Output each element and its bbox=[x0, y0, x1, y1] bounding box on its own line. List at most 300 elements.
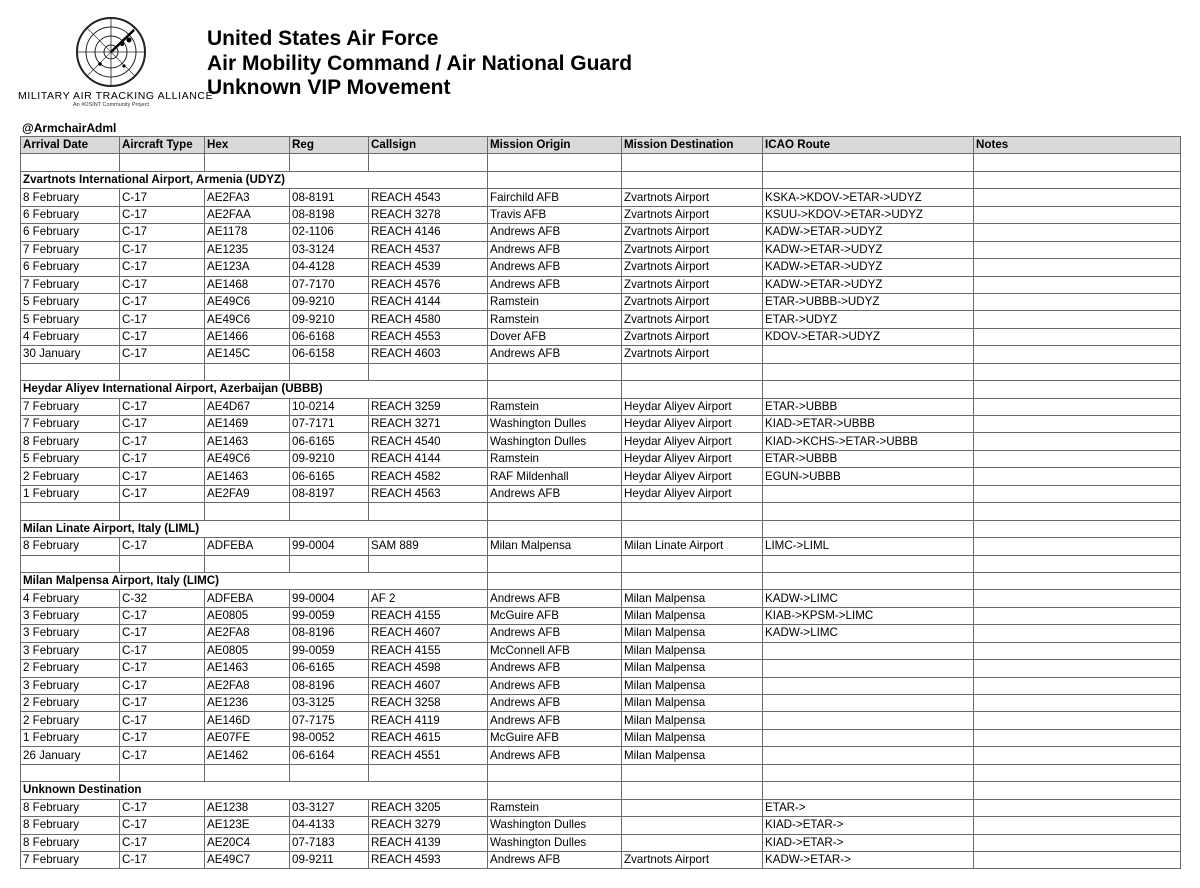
col-header: Callsign bbox=[369, 137, 488, 154]
table-cell: 8 February bbox=[21, 433, 120, 450]
section-label: Unknown Destination bbox=[21, 782, 369, 799]
table-cell: KIAD->KCHS->ETAR->UBBB bbox=[763, 433, 974, 450]
table-cell: REACH 4593 bbox=[369, 851, 488, 868]
table-cell: 06-6165 bbox=[290, 433, 369, 450]
table-cell bbox=[974, 642, 1181, 659]
empty-cell bbox=[488, 572, 622, 589]
table-row bbox=[21, 206, 1181, 223]
table-cell bbox=[974, 695, 1181, 712]
table-cell: 04-4128 bbox=[290, 259, 369, 276]
table-cell: REACH 4576 bbox=[369, 276, 488, 293]
table-cell: Zvartnots Airport bbox=[622, 224, 763, 241]
table-cell: AE2FA3 bbox=[205, 189, 290, 206]
empty-cell bbox=[763, 171, 974, 188]
table-cell: Heydar Aliyev Airport bbox=[622, 485, 763, 502]
empty-cell bbox=[369, 171, 488, 188]
table-row bbox=[21, 712, 1181, 729]
table-cell: KADW->LIMC bbox=[763, 625, 974, 642]
empty-cell bbox=[622, 520, 763, 537]
table-cell: AE49C6 bbox=[205, 293, 290, 310]
table-row bbox=[21, 398, 1181, 415]
table-cell bbox=[974, 276, 1181, 293]
table-cell: AE1238 bbox=[205, 799, 290, 816]
table-cell bbox=[974, 590, 1181, 607]
table-cell: Zvartnots Airport bbox=[622, 276, 763, 293]
table-cell: 09-9210 bbox=[290, 311, 369, 328]
empty-cell bbox=[763, 782, 974, 799]
table-cell: 03-3125 bbox=[290, 695, 369, 712]
table-cell bbox=[974, 328, 1181, 345]
table-cell: REACH 4598 bbox=[369, 660, 488, 677]
table-cell: Fairchild AFB bbox=[488, 189, 622, 206]
logo-subtitle: An #OSINT Community Project bbox=[72, 102, 149, 108]
table-cell: AE20C4 bbox=[205, 834, 290, 851]
empty-cell bbox=[120, 555, 205, 572]
table-cell: KADW->ETAR-> bbox=[763, 851, 974, 868]
table-cell bbox=[974, 346, 1181, 363]
table-cell: Zvartnots Airport bbox=[622, 259, 763, 276]
empty-cell bbox=[974, 572, 1181, 589]
empty-cell bbox=[488, 520, 622, 537]
table-cell: REACH 4543 bbox=[369, 189, 488, 206]
table-cell: 03-3124 bbox=[290, 241, 369, 258]
table-cell: C-17 bbox=[120, 276, 205, 293]
table-cell: AF 2 bbox=[369, 590, 488, 607]
table-cell: Milan Malpensa bbox=[488, 538, 622, 555]
empty-cell bbox=[205, 555, 290, 572]
section-header-row bbox=[21, 572, 1181, 589]
table-cell: Heydar Aliyev Airport bbox=[622, 433, 763, 450]
table-row bbox=[21, 450, 1181, 467]
logo-title: MILITARY AIR TRACKING ALLIANCE bbox=[18, 90, 214, 102]
table-cell: C-17 bbox=[120, 346, 205, 363]
table-cell: Andrews AFB bbox=[488, 346, 622, 363]
table-cell: Andrews AFB bbox=[488, 677, 622, 694]
table-row bbox=[21, 328, 1181, 345]
table-cell: Ramstein bbox=[488, 311, 622, 328]
table-cell: C-17 bbox=[120, 642, 205, 659]
table-cell: RAF Mildenhall bbox=[488, 468, 622, 485]
empty-cell bbox=[763, 503, 974, 520]
table-cell: 2 February bbox=[21, 712, 120, 729]
empty-cell bbox=[974, 171, 1181, 188]
table-cell: C-17 bbox=[120, 538, 205, 555]
table-cell: Milan Malpensa bbox=[622, 607, 763, 624]
col-header: Mission Origin bbox=[488, 137, 622, 154]
empty-cell bbox=[974, 782, 1181, 799]
table-cell: C-17 bbox=[120, 398, 205, 415]
empty-cell bbox=[21, 764, 120, 781]
table-cell: C-17 bbox=[120, 851, 205, 868]
table-cell: REACH 4539 bbox=[369, 259, 488, 276]
empty-cell bbox=[763, 572, 974, 589]
movement-table bbox=[20, 136, 1181, 869]
table-cell: Milan Linate Airport bbox=[622, 538, 763, 555]
table-cell: AE1468 bbox=[205, 276, 290, 293]
table-cell: Andrews AFB bbox=[488, 851, 622, 868]
table-cell: REACH 4155 bbox=[369, 607, 488, 624]
empty-cell bbox=[974, 520, 1181, 537]
table-cell: 4 February bbox=[21, 328, 120, 345]
table-cell: AE49C7 bbox=[205, 851, 290, 868]
empty-cell bbox=[488, 503, 622, 520]
table-cell bbox=[974, 625, 1181, 642]
table-cell: AE49C6 bbox=[205, 311, 290, 328]
table-cell: Ramstein bbox=[488, 799, 622, 816]
table-row bbox=[21, 817, 1181, 834]
section-header-row bbox=[21, 782, 1181, 799]
table-cell: 8 February bbox=[21, 189, 120, 206]
table-cell: 8 February bbox=[21, 538, 120, 555]
table-cell bbox=[974, 747, 1181, 764]
table-cell: REACH 4582 bbox=[369, 468, 488, 485]
empty-cell bbox=[488, 764, 622, 781]
table-cell: Zvartnots Airport bbox=[622, 293, 763, 310]
document-header bbox=[0, 0, 1200, 120]
table-cell: 6 February bbox=[21, 224, 120, 241]
table-cell: Milan Malpensa bbox=[622, 729, 763, 746]
table-cell: Andrews AFB bbox=[488, 259, 622, 276]
empty-cell bbox=[21, 555, 120, 572]
table-cell: C-17 bbox=[120, 677, 205, 694]
table-cell: ADFEBA bbox=[205, 590, 290, 607]
table-cell: 06-6165 bbox=[290, 468, 369, 485]
col-header: Notes bbox=[974, 137, 1181, 154]
table-cell: AE1463 bbox=[205, 468, 290, 485]
table-cell: 08-8197 bbox=[290, 485, 369, 502]
section-label: Milan Malpensa Airport, Italy (LIMC) bbox=[21, 572, 369, 589]
table-cell: 7 February bbox=[21, 398, 120, 415]
empty-cell bbox=[622, 764, 763, 781]
table-cell: C-17 bbox=[120, 224, 205, 241]
empty-cell bbox=[290, 154, 369, 171]
table-row bbox=[21, 485, 1181, 502]
table-cell: Milan Malpensa bbox=[622, 590, 763, 607]
table-cell: KSUU->KDOV->ETAR->UDYZ bbox=[763, 206, 974, 223]
empty-cell bbox=[369, 520, 488, 537]
table-cell bbox=[974, 433, 1181, 450]
table-cell: C-17 bbox=[120, 206, 205, 223]
table-cell: AE0805 bbox=[205, 607, 290, 624]
table-cell: 2 February bbox=[21, 660, 120, 677]
table-cell bbox=[974, 660, 1181, 677]
table-cell: REACH 4144 bbox=[369, 293, 488, 310]
table-cell: AE123A bbox=[205, 259, 290, 276]
table-cell: 04-4133 bbox=[290, 817, 369, 834]
table-cell: 5 February bbox=[21, 293, 120, 310]
table-cell: AE145C bbox=[205, 346, 290, 363]
empty-cell bbox=[974, 363, 1181, 380]
table-row bbox=[21, 695, 1181, 712]
table-cell: SAM 889 bbox=[369, 538, 488, 555]
table-cell bbox=[974, 293, 1181, 310]
empty-cell bbox=[369, 782, 488, 799]
table-cell: Heydar Aliyev Airport bbox=[622, 468, 763, 485]
table-cell bbox=[974, 206, 1181, 223]
table-cell: C-17 bbox=[120, 607, 205, 624]
table-row bbox=[21, 224, 1181, 241]
table-cell: 5 February bbox=[21, 450, 120, 467]
table-cell: Zvartnots Airport bbox=[622, 328, 763, 345]
table-cell bbox=[974, 799, 1181, 816]
table-cell: C-17 bbox=[120, 468, 205, 485]
empty-cell bbox=[974, 381, 1181, 398]
table-cell bbox=[763, 642, 974, 659]
table-row bbox=[21, 538, 1181, 555]
table-cell: Zvartnots Airport bbox=[622, 241, 763, 258]
table-cell: C-17 bbox=[120, 450, 205, 467]
table-cell: Andrews AFB bbox=[488, 241, 622, 258]
header-row bbox=[21, 137, 1181, 154]
table-cell bbox=[763, 660, 974, 677]
table-cell: 08-8196 bbox=[290, 625, 369, 642]
table-cell bbox=[974, 311, 1181, 328]
table-row bbox=[21, 834, 1181, 851]
table-cell: KIAD->ETAR-> bbox=[763, 817, 974, 834]
empty-cell bbox=[21, 154, 120, 171]
table-cell: 99-0004 bbox=[290, 590, 369, 607]
empty-cell bbox=[290, 363, 369, 380]
table-cell: KADW->ETAR->UDYZ bbox=[763, 241, 974, 258]
empty-cell bbox=[369, 154, 488, 171]
table-cell bbox=[974, 468, 1181, 485]
table-cell: 06-6165 bbox=[290, 660, 369, 677]
table-cell: 99-0059 bbox=[290, 607, 369, 624]
table-cell: C-17 bbox=[120, 817, 205, 834]
table-cell bbox=[974, 398, 1181, 415]
empty-cell bbox=[488, 363, 622, 380]
table-cell: 08-8198 bbox=[290, 206, 369, 223]
table-cell: C-17 bbox=[120, 328, 205, 345]
empty-cell bbox=[488, 171, 622, 188]
table-cell: Washington Dulles bbox=[488, 433, 622, 450]
table-cell: ETAR->UBBB->UDYZ bbox=[763, 293, 974, 310]
table-cell: REACH 4580 bbox=[369, 311, 488, 328]
table-cell bbox=[974, 189, 1181, 206]
empty-cell bbox=[488, 154, 622, 171]
empty-cell bbox=[120, 503, 205, 520]
empty-cell bbox=[369, 764, 488, 781]
table-cell bbox=[974, 817, 1181, 834]
title-line-2: Air Mobility Command / Air National Guard bbox=[207, 51, 633, 75]
title-line-3: Unknown VIP Movement bbox=[207, 76, 451, 99]
table-cell: Milan Malpensa bbox=[622, 747, 763, 764]
logo bbox=[18, 16, 214, 110]
empty-cell bbox=[369, 555, 488, 572]
table-row bbox=[21, 416, 1181, 433]
blank-row bbox=[21, 154, 1181, 171]
table-cell: Milan Malpensa bbox=[622, 625, 763, 642]
table-cell: REACH 3278 bbox=[369, 206, 488, 223]
table-cell: REACH 4607 bbox=[369, 677, 488, 694]
table-cell: KADW->ETAR->UDYZ bbox=[763, 259, 974, 276]
table-cell: Andrews AFB bbox=[488, 485, 622, 502]
empty-cell bbox=[622, 363, 763, 380]
empty-cell bbox=[120, 363, 205, 380]
table-cell: 3 February bbox=[21, 677, 120, 694]
table-row bbox=[21, 241, 1181, 258]
table-cell: REACH 4603 bbox=[369, 346, 488, 363]
table-cell: C-17 bbox=[120, 625, 205, 642]
table-cell: REACH 4551 bbox=[369, 747, 488, 764]
table-cell: C-17 bbox=[120, 241, 205, 258]
table-cell bbox=[622, 817, 763, 834]
empty-cell bbox=[369, 363, 488, 380]
table-cell: AE146D bbox=[205, 712, 290, 729]
table-cell: 99-0059 bbox=[290, 642, 369, 659]
table-cell: REACH 4139 bbox=[369, 834, 488, 851]
empty-cell bbox=[622, 572, 763, 589]
section-label: Heydar Aliyev International Airport, Azerbaijan (UBBB) bbox=[21, 381, 369, 398]
table-cell bbox=[974, 485, 1181, 502]
table-row bbox=[21, 259, 1181, 276]
table-cell: AE07FE bbox=[205, 729, 290, 746]
section-header-row bbox=[21, 381, 1181, 398]
table-cell bbox=[763, 695, 974, 712]
table-cell: 09-9211 bbox=[290, 851, 369, 868]
table-cell: AE2FA8 bbox=[205, 625, 290, 642]
table-cell bbox=[974, 712, 1181, 729]
empty-cell bbox=[763, 381, 974, 398]
author-handle: @ArmchairAdml bbox=[22, 121, 117, 135]
table-cell: C-17 bbox=[120, 433, 205, 450]
table-cell: ADFEBA bbox=[205, 538, 290, 555]
col-header: Aircraft Type bbox=[120, 137, 205, 154]
blank-row bbox=[21, 363, 1181, 380]
table-cell: AE1469 bbox=[205, 416, 290, 433]
table-cell: REACH 3258 bbox=[369, 695, 488, 712]
table-cell: REACH 4146 bbox=[369, 224, 488, 241]
empty-cell bbox=[622, 782, 763, 799]
table-cell: Ramstein bbox=[488, 398, 622, 415]
table-row bbox=[21, 468, 1181, 485]
table-cell: REACH 4144 bbox=[369, 450, 488, 467]
section-label: Milan Linate Airport, Italy (LIML) bbox=[21, 520, 369, 537]
table-cell: LIMC->LIML bbox=[763, 538, 974, 555]
table-cell: AE1462 bbox=[205, 747, 290, 764]
table-row bbox=[21, 346, 1181, 363]
table-cell: Andrews AFB bbox=[488, 712, 622, 729]
table-cell: REACH 4537 bbox=[369, 241, 488, 258]
section-header-row bbox=[21, 171, 1181, 188]
table-cell: C-32 bbox=[120, 590, 205, 607]
empty-cell bbox=[21, 363, 120, 380]
table-cell: C-17 bbox=[120, 747, 205, 764]
empty-cell bbox=[622, 381, 763, 398]
table-cell: 3 February bbox=[21, 642, 120, 659]
table-cell: KADW->ETAR->UDYZ bbox=[763, 276, 974, 293]
table-cell: AE0805 bbox=[205, 642, 290, 659]
table-cell: KADW->LIMC bbox=[763, 590, 974, 607]
table-cell: AE1463 bbox=[205, 433, 290, 450]
empty-cell bbox=[763, 555, 974, 572]
table-cell: C-17 bbox=[120, 695, 205, 712]
radar-logo-icon bbox=[72, 16, 150, 88]
table-cell: 02-1106 bbox=[290, 224, 369, 241]
table-cell: C-17 bbox=[120, 799, 205, 816]
table-cell: 5 February bbox=[21, 311, 120, 328]
table-cell: 7 February bbox=[21, 416, 120, 433]
empty-cell bbox=[974, 764, 1181, 781]
table-cell: REACH 4563 bbox=[369, 485, 488, 502]
table-cell: 07-7175 bbox=[290, 712, 369, 729]
empty-cell bbox=[21, 503, 120, 520]
table-cell bbox=[763, 712, 974, 729]
empty-cell bbox=[290, 764, 369, 781]
empty-cell bbox=[622, 503, 763, 520]
table-cell: REACH 3259 bbox=[369, 398, 488, 415]
table-cell: AE1466 bbox=[205, 328, 290, 345]
table-cell: REACH 4119 bbox=[369, 712, 488, 729]
table-cell: REACH 4615 bbox=[369, 729, 488, 746]
table-cell: Andrews AFB bbox=[488, 625, 622, 642]
table-cell: Zvartnots Airport bbox=[622, 206, 763, 223]
empty-cell bbox=[369, 503, 488, 520]
empty-cell bbox=[622, 171, 763, 188]
table-cell bbox=[974, 259, 1181, 276]
table-cell: Zvartnots Airport bbox=[622, 851, 763, 868]
table-cell: 06-6164 bbox=[290, 747, 369, 764]
table-cell: 4 February bbox=[21, 590, 120, 607]
page-title bbox=[207, 27, 632, 101]
table-cell: 08-8196 bbox=[290, 677, 369, 694]
table-cell: Ramstein bbox=[488, 450, 622, 467]
empty-cell bbox=[369, 572, 488, 589]
empty-cell bbox=[974, 555, 1181, 572]
empty-cell bbox=[488, 555, 622, 572]
table-cell bbox=[974, 538, 1181, 555]
table-cell: ETAR->UBBB bbox=[763, 398, 974, 415]
table-body bbox=[21, 154, 1181, 869]
col-header: Reg bbox=[290, 137, 369, 154]
table-cell bbox=[974, 607, 1181, 624]
table-cell: Milan Malpensa bbox=[622, 712, 763, 729]
table-cell: Washington Dulles bbox=[488, 416, 622, 433]
table-cell: 06-6168 bbox=[290, 328, 369, 345]
table-cell: AE123E bbox=[205, 817, 290, 834]
empty-cell bbox=[369, 381, 488, 398]
table-cell: Zvartnots Airport bbox=[622, 311, 763, 328]
table-cell: REACH 3279 bbox=[369, 817, 488, 834]
table-row bbox=[21, 729, 1181, 746]
table-row bbox=[21, 851, 1181, 868]
table-cell: Ramstein bbox=[488, 293, 622, 310]
table-cell: KIAD->ETAR-> bbox=[763, 834, 974, 851]
empty-cell bbox=[120, 154, 205, 171]
empty-cell bbox=[622, 555, 763, 572]
col-header: Hex bbox=[205, 137, 290, 154]
table-cell: KSKA->KDOV->ETAR->UDYZ bbox=[763, 189, 974, 206]
empty-cell bbox=[290, 555, 369, 572]
table-cell: C-17 bbox=[120, 712, 205, 729]
empty-cell bbox=[974, 503, 1181, 520]
table-cell bbox=[974, 677, 1181, 694]
table-cell: Travis AFB bbox=[488, 206, 622, 223]
table-cell: McGuire AFB bbox=[488, 607, 622, 624]
table-row bbox=[21, 799, 1181, 816]
col-header: ICAO Route bbox=[763, 137, 974, 154]
table-cell: KADW->ETAR->UDYZ bbox=[763, 224, 974, 241]
col-header: Arrival Date bbox=[21, 137, 120, 154]
blank-row bbox=[21, 555, 1181, 572]
table-cell bbox=[763, 729, 974, 746]
blank-row bbox=[21, 503, 1181, 520]
table-cell: 03-3127 bbox=[290, 799, 369, 816]
title-line-1: United States Air Force bbox=[207, 27, 439, 50]
table-cell: 8 February bbox=[21, 834, 120, 851]
table-cell: Heydar Aliyev Airport bbox=[622, 450, 763, 467]
table-cell: C-17 bbox=[120, 311, 205, 328]
